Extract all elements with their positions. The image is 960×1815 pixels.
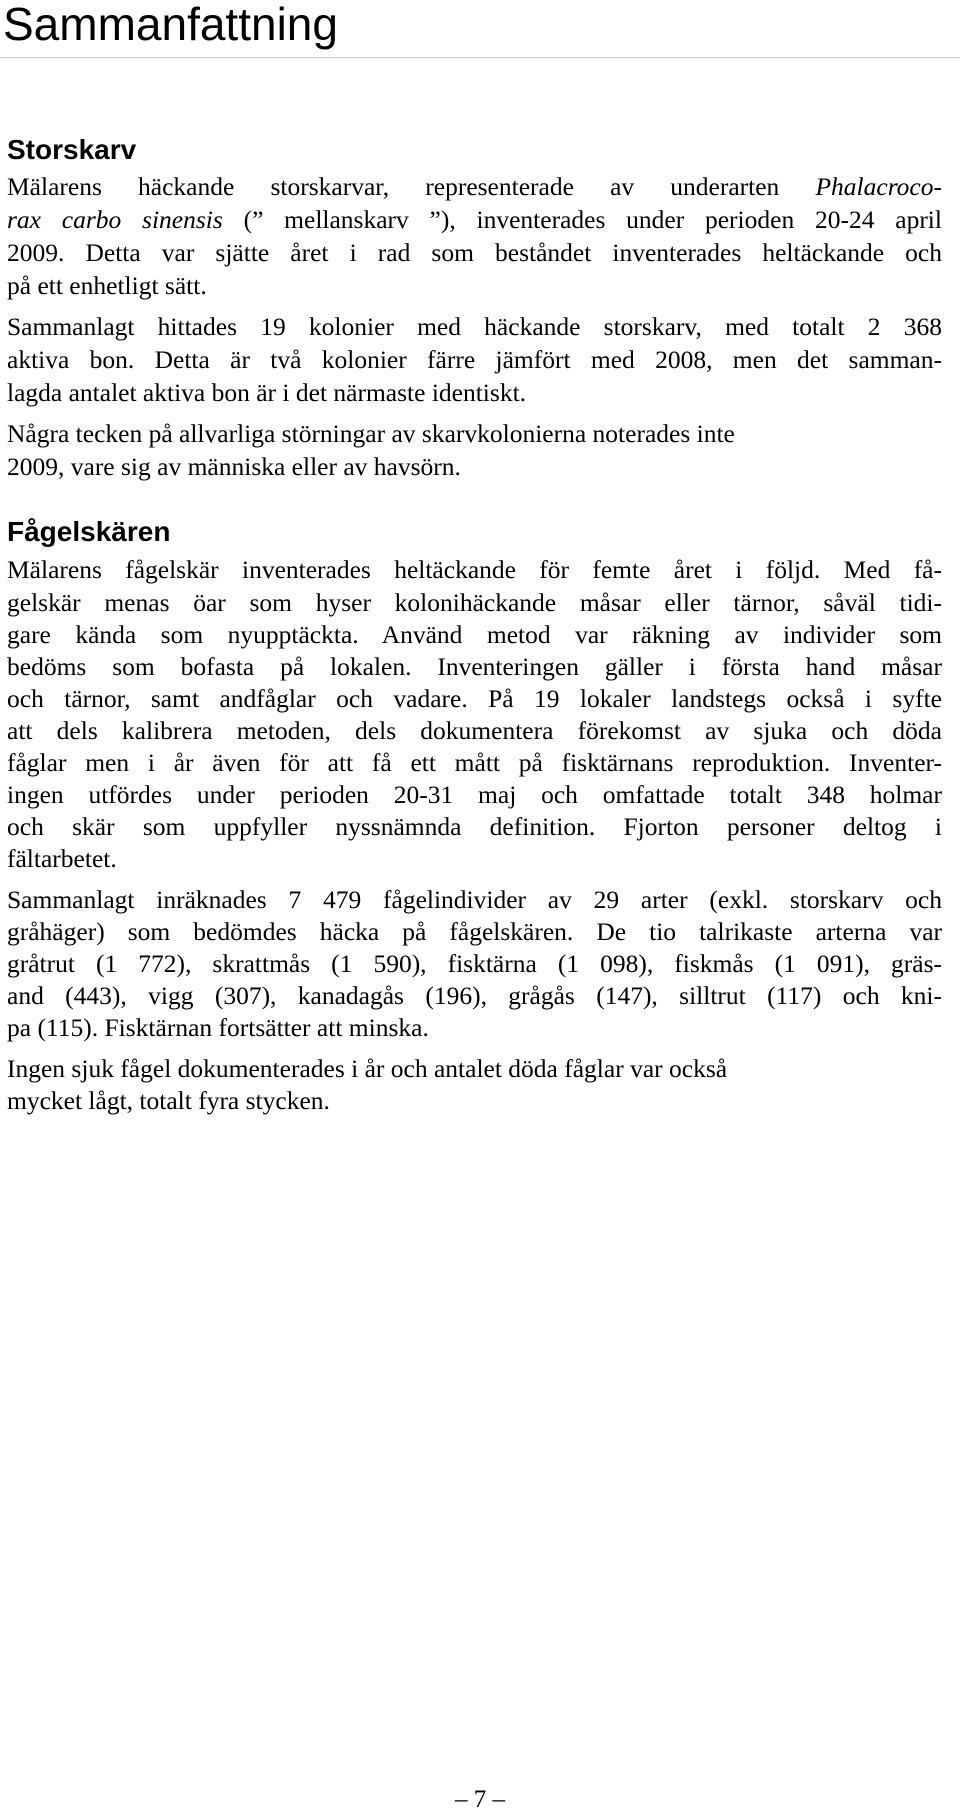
paragraph-line: mycket lågt, totalt fyra stycken. (7, 1086, 330, 1115)
paragraph-line: att dels kalibrera metoden, dels dokumentera förekomst av sjuka och döda (7, 716, 942, 745)
paragraph-line: Sammanlagt hittades 19 kolonier med häckande storskarv, med totalt 2 368 (7, 312, 942, 341)
paragraph-line: ingen utfördes under perioden 20-31 maj och omfattade totalt 348 holmar (7, 780, 942, 809)
paragraph-line: Några tecken på allvarliga störningar av skarvkolonierna noterades inte (7, 419, 735, 448)
paragraph-line: rax carbo sinensis (” mellanskarv ”), inventerades under perioden 20-24 april (7, 205, 942, 234)
paragraph-line: på ett enhetligt sätt. (7, 271, 207, 300)
paragraph-line: fåglar men i år även för att få ett mått på fisktärnans reproduktion. Inventer- (7, 748, 942, 777)
paragraph-line: aktiva bon. Detta är två kolonier färre jämfört med 2008, men det samman- (7, 345, 942, 374)
paragraph-line: and (443), vigg (307), kanadagås (196), grågås (147), silltrut (117) och kni- (7, 981, 942, 1010)
paragraph-line: lagda antalet aktiva bon är i det närmaste identiskt. (7, 378, 527, 407)
paragraph-line: Mälarens fågelskär inventerades heltäckande för femte året i följd. Med få- (7, 555, 942, 584)
page-number: – 7 – (455, 1786, 505, 1813)
paragraph-line: fältarbetet. (7, 844, 117, 873)
paragraph-line: gråtrut (1 772), skrattmås (1 590), fisktärna (1 098), fiskmås (1 091), gräs- (7, 949, 942, 978)
paragraph-line: och tärnor, samt andfåglar och vadare. På 19 lokaler landstegs också i syfte (7, 684, 942, 713)
paragraph-line: gråhäger) som bedömdes häcka på fågelskären. De tio talrikaste arterna var (7, 917, 942, 946)
paragraph-line: 2009. Detta var sjätte året i rad som beståndet inventerades heltäckande och (7, 238, 942, 267)
paragraph-line: Sammanlagt inräknades 7 479 fågelindivider av 29 arter (exkl. storskarv och (7, 885, 942, 914)
paragraph-line: gelskär menas öar som hyser kolonihäckande måsar eller tärnor, såväl tidi- (7, 588, 942, 617)
section-heading-storskarv: Storskarv (7, 134, 137, 165)
paragraph-line: gare kända som nyupptäckta. Använd metod var räkning av individer som (7, 620, 942, 649)
paragraph-line: och skär som uppfyller nyssnämnda definition. Fjorton personer deltog i (7, 812, 942, 841)
paragraph-line: bedöms som bofasta på lokalen. Inventeringen gäller i första hand måsar (7, 652, 942, 681)
paragraph-line: Mälarens häckande storskarvar, representerade av underarten Phalacroco- (7, 172, 942, 201)
paragraph-line: pa (115). Fisktärnan fortsätter att minska. (7, 1013, 429, 1042)
title-divider (0, 57, 960, 58)
page-title: Sammanfattning (3, 0, 338, 50)
paragraph-line: Ingen sjuk fågel dokumenterades i år och antalet döda fåglar var också (7, 1054, 728, 1083)
section-heading-fagelskaren: Fågelskären (7, 516, 171, 547)
paragraph-line: 2009, vare sig av människa eller av havsörn. (7, 452, 461, 481)
